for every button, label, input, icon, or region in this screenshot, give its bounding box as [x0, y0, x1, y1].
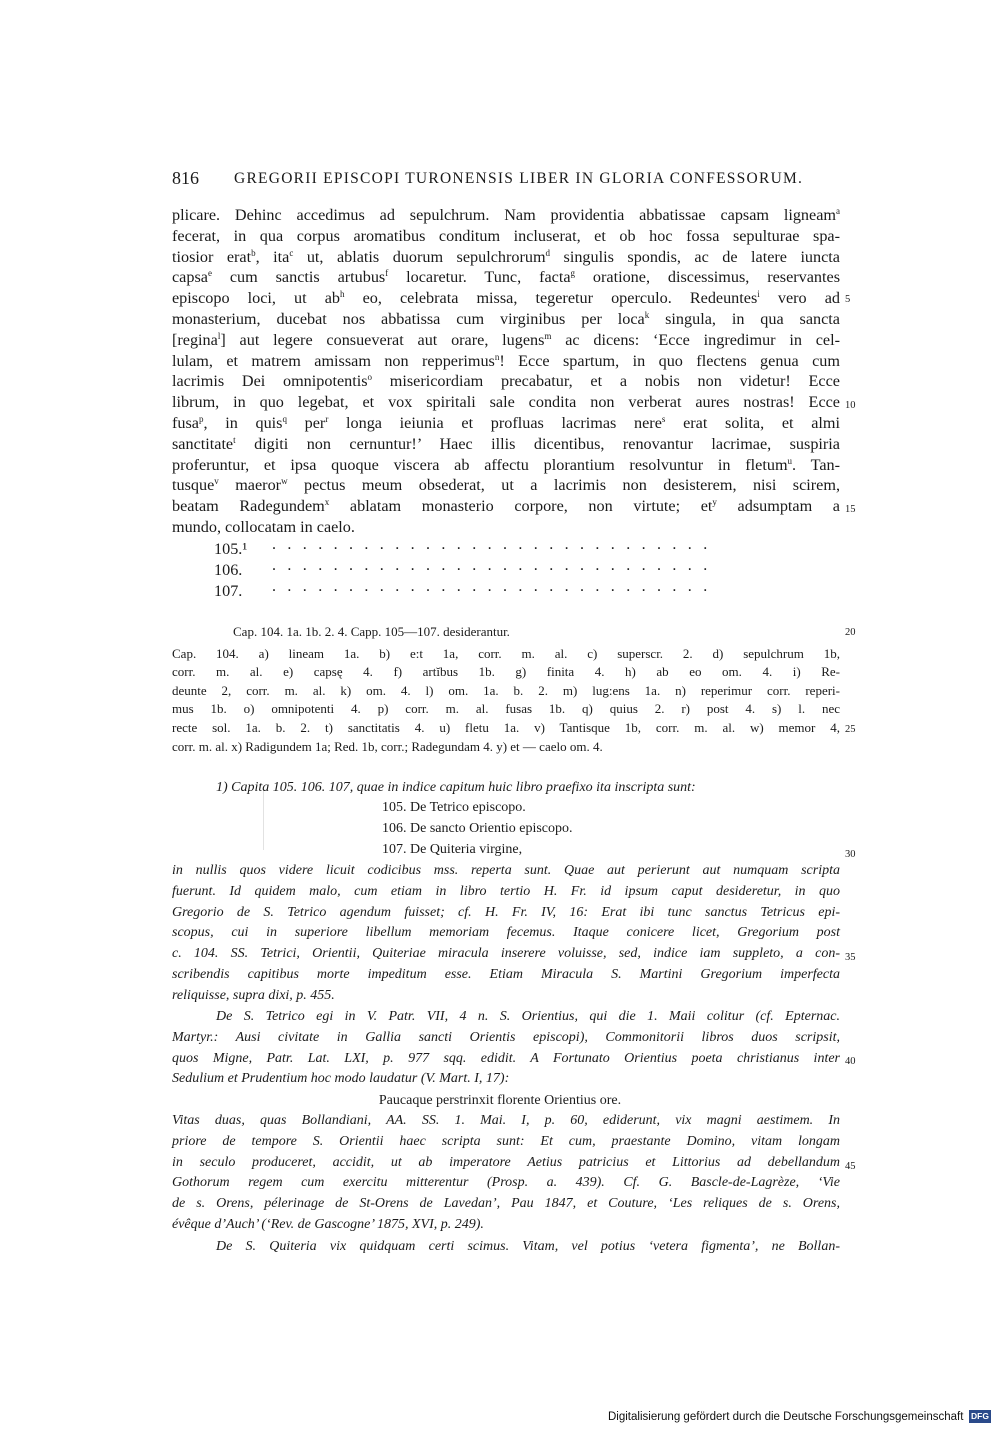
note-siglum: a [836, 206, 840, 216]
digitization-credit: Digitalisierung gefördert durch die Deutsche Forschungsgemeinschaft [608, 1411, 964, 1423]
commentary-line: Sedulium et Prudentium hoc modo laudatur (V. Mart. I, 17): [172, 1071, 510, 1087]
commentary-line: 1) Capita 105. 106. 107, quae in indice capitum huic libro praefixo ita inscripta sunt: [216, 780, 696, 795]
note-siglum: x [324, 497, 330, 508]
text-line: fusa$^p$, in quis$^q$ per$^r$ longa ieiunia et profluas lacrimas nere$^s$ erat solita, et almi [172, 414, 840, 432]
text-line: capsa$^e$ cum sanctis artubus$^f$ locaretur. Tunc, facta$^g$ oratione, discessimus, reservantes [172, 268, 840, 287]
note-siglum: g [570, 268, 576, 279]
chapter-title: 107. De Quiteria virgine, [382, 842, 523, 857]
chapter-title: 106. De sancto Orientio episcopo. [382, 821, 573, 836]
commentary-line: c. 104. SS. Tetrici, Orientii, Quiteriae miracula inserere voluisse, sed, indice iam suppleto, a con- [172, 946, 840, 962]
text-line: sanctitate$^t$ digiti non cernuntur!’ Haec illis dicentibus, renovantur lacrimae, suspiria [172, 434, 840, 453]
note-siglum: l [217, 330, 221, 341]
text-line: mundo, collocatam in caelo. [172, 518, 355, 536]
commentary-line: fuerunt. Id quidem malo, cum etiam in libro tertio H. Fr. id ipsum caput desideretur, in quo [172, 883, 840, 899]
apparatus-line: Cap. 104. a) lineam 1a. b) e:t 1a, corr. m. al. c) superscr. 2. d) sepulchrum 1b, [172, 645, 840, 661]
text-line: lacrimis Dei omnipotentis$^o$ misericordiam precabatur, et a nobis non videtur! Ecce [172, 372, 840, 391]
note-siglum: t [233, 434, 236, 445]
commentary-line: Gregorio de S. Tetrico agendum fuisset; cf. H. Fr. IV, 16: Erat ibi tunc sanctus Tetricus epi- [172, 904, 840, 920]
margin-line-number: 45 [845, 1161, 856, 1172]
note-siglum: f [385, 268, 389, 279]
note-siglum: q [282, 414, 287, 424]
commentary-line: Martyr.: Ausi civitate in Gallia sancti Orientis episcopi), Commonitorii libros duos scripsit, [172, 1029, 840, 1045]
verse-quotation: Paucaque perstrinxit florente Orientius ore. [378, 1093, 622, 1108]
apparatus-line: recte sol. 1a. b. 2. t) sanctitatis 4. u) fletu 1a. v) Tantisque 1b, corr. m. al. w) memor 4, [172, 720, 840, 735]
note-siglum: n [494, 351, 500, 362]
note-siglum: k [644, 310, 650, 320]
note-siglum: e [207, 268, 212, 279]
apparatus-line: deunte 2, corr. m. al. k) om. 4. l) om. 1a. b. 2. m) lug:ens 1a. n) reperimur corr. reperi- [172, 682, 840, 698]
commentary-line: De S. Quiteria vix quidquam certi scimus. Vitam, vel potius ‘vetera figmenta’, ne Bollan- [216, 1239, 840, 1254]
note-siglum: d [545, 247, 551, 258]
apparatus-line: mus 1b. o) omnipotenti 4. p) corr. m. al. fusas 1b. q) quius 2. r) post 4. s) l. nec [172, 701, 840, 717]
chapter-number: 107. [214, 582, 243, 600]
text-line: monasterium, ducebat nos abbatissa cum virginibus per loca$^k$ singula, in qua sancta [172, 310, 840, 328]
margin-line-number: 30 [845, 849, 856, 860]
chapter-number: 105.¹ [214, 540, 248, 558]
note-siglum: w [281, 476, 288, 487]
page-number: 816 [172, 168, 199, 188]
note-siglum: u [787, 455, 793, 466]
text-line: librum, in quo legebat, et vox spiritali sale condita non verberat aures nostras! Ecce [172, 393, 840, 412]
dfg-logo: DFG [969, 1410, 991, 1423]
note-siglum: i [757, 289, 760, 300]
commentary-line: in seculo produceret, accidit, ut ab imperatore Aetius patricius et Littorius ad debellandum [172, 1154, 840, 1170]
note-siglum: o [367, 372, 373, 383]
margin-line-number: 25 [845, 724, 856, 735]
note-siglum: c [289, 247, 294, 258]
commentary-line: scopus, cui in superiore libellum memoriam fecemus. Itaque conicere licet, Gregorium post [172, 925, 840, 941]
note-siglum: s [661, 414, 666, 424]
margin-line-number: 20 [845, 627, 856, 638]
text-line: plicare. Dehinc accedimus ad sepulchrum. Nam providentia abbatissae capsam ligneam$^a$ [172, 206, 840, 224]
commentary-line: de s. Orens, pélerinage de St-Orens de Lavedan’, Pau 1847, et Couture, ‘Les reliques de s. Orens, [172, 1196, 840, 1212]
chapter-stub [214, 578, 844, 603]
text-line: fecerat, in qua corpus aromatibus conditum incluserat, et ob hoc fossa sepulturae spa- [172, 226, 840, 245]
commentary-line: Vitas duas, quas Bollandiani, AA. SS. 1. Mai. I, p. 60, ediderunt, vix magni aestimem. In [172, 1113, 840, 1128]
note-siglum: b [251, 247, 256, 258]
note-siglum: m [544, 330, 552, 341]
note-siglum: p [198, 414, 204, 424]
margin-line-number: 10 [845, 400, 856, 411]
note-siglum: v [214, 476, 219, 487]
running-title: GREGORII EPISCOPI TURONENSIS LIBER IN GLORIA CONFESSORUM. [234, 170, 804, 187]
margin-line-number: 40 [845, 1056, 856, 1067]
commentary-line: reliquisse, supra dixi, p. 455. [172, 987, 335, 1003]
apparatus-line: corr. m. al. e) capsę 4. f) artĭbus 1b. g) finita 4. h) ab eo om. 4. i) Re- [172, 664, 840, 680]
text-line: lulam, et matrem amissam non repperimus$^n$! Ecce spartum, in quo flectens genua cum [172, 351, 840, 370]
omission-dots: ............................. [272, 557, 719, 574]
commentary-line: évêque d’Auch’ (‘Rev. de Gascogne’ 1875, XVI, p. 249). [172, 1217, 484, 1232]
omission-dots: ............................. [272, 536, 719, 553]
commentary-line: in nullis quos videre licuit codicibus mss. reperta sunt. Quae aut perierunt aut numquam scripta [172, 863, 840, 878]
running-header [172, 168, 842, 192]
margin-line-number: 5 [845, 294, 851, 305]
commentary-line: quos Migne, Patr. Lat. LXI, p. 977 sqq. edidit. A Fortunato Orientius poeta christianus inter [172, 1050, 840, 1066]
note-siglum: y [712, 497, 717, 508]
commentary-line: scribendis capitibus morte impeditum esse. Etiam Miracula S. Martini Gregorium imperfecta [172, 967, 840, 982]
note-siglum: r [325, 414, 329, 424]
text-line: tusque$^v$ maeror$^w$ pectus meum obsederat, ut a lacrimis non desisterem, nisi scirem, [172, 476, 840, 495]
apparatus-line: corr. m. al. x) Radigundem 1a; Red. 1b, corr.; Radegundam 4. y) et — caelo om. 4. [172, 738, 603, 754]
apparatus-line: Cap. 104. 1a. 1b. 2. 4. Capp. 105—107. desiderantur. [233, 624, 510, 639]
text-line: proferuntur, et ipsa quoque viscera ab affectu plorantium resolvuntur in fletum$^u$. Tan- [172, 455, 840, 474]
margin-line-number: 35 [845, 952, 856, 963]
omission-dots: ............................. [272, 578, 719, 595]
text-line: beatam Radegundem$^x$ ablatam monasterio corpore, non virtute; $et^y$ adsumptam a [172, 497, 840, 516]
text-line: [regina$^l$] aut legere consueverat aut orare, lugens$^m$ ac dicens: ‘Ecce ingredimur in cel- [172, 330, 840, 349]
text-line: tiosior erat$^b$, ita$^c$ ut, ablatis duorum sepulchrorum$^d$ singulis spondis, ac de latere iuncta [172, 247, 840, 266]
commentary-line: priore de tempore S. Orientii haec scripta sunt: Et cum, praestante Domino, vitam longam [172, 1133, 840, 1149]
margin-line-number: 15 [845, 504, 856, 515]
chapter-number: 106. [214, 561, 243, 579]
text-line: episcopo loci, ut $ab^h$ eo, celebrata missa, tegeretur operculo. Redeuntes$^i$ vero ad [172, 289, 840, 308]
commentary-line: De S. Tetrico egi in V. Patr. VII, 4 n. S. Orientius, qui die 1. Maii colitur (cf. Epternac. [216, 1009, 840, 1024]
chapter-title: 105. De Tetrico episcopo. [382, 800, 526, 815]
commentary-line: Gothorum regem cum exercitu mitterentur (Prosp. a. 439). Cf. G. Bascle-de-Lagrèze, ‘Vie [172, 1175, 840, 1191]
note-siglum: h [339, 289, 345, 300]
